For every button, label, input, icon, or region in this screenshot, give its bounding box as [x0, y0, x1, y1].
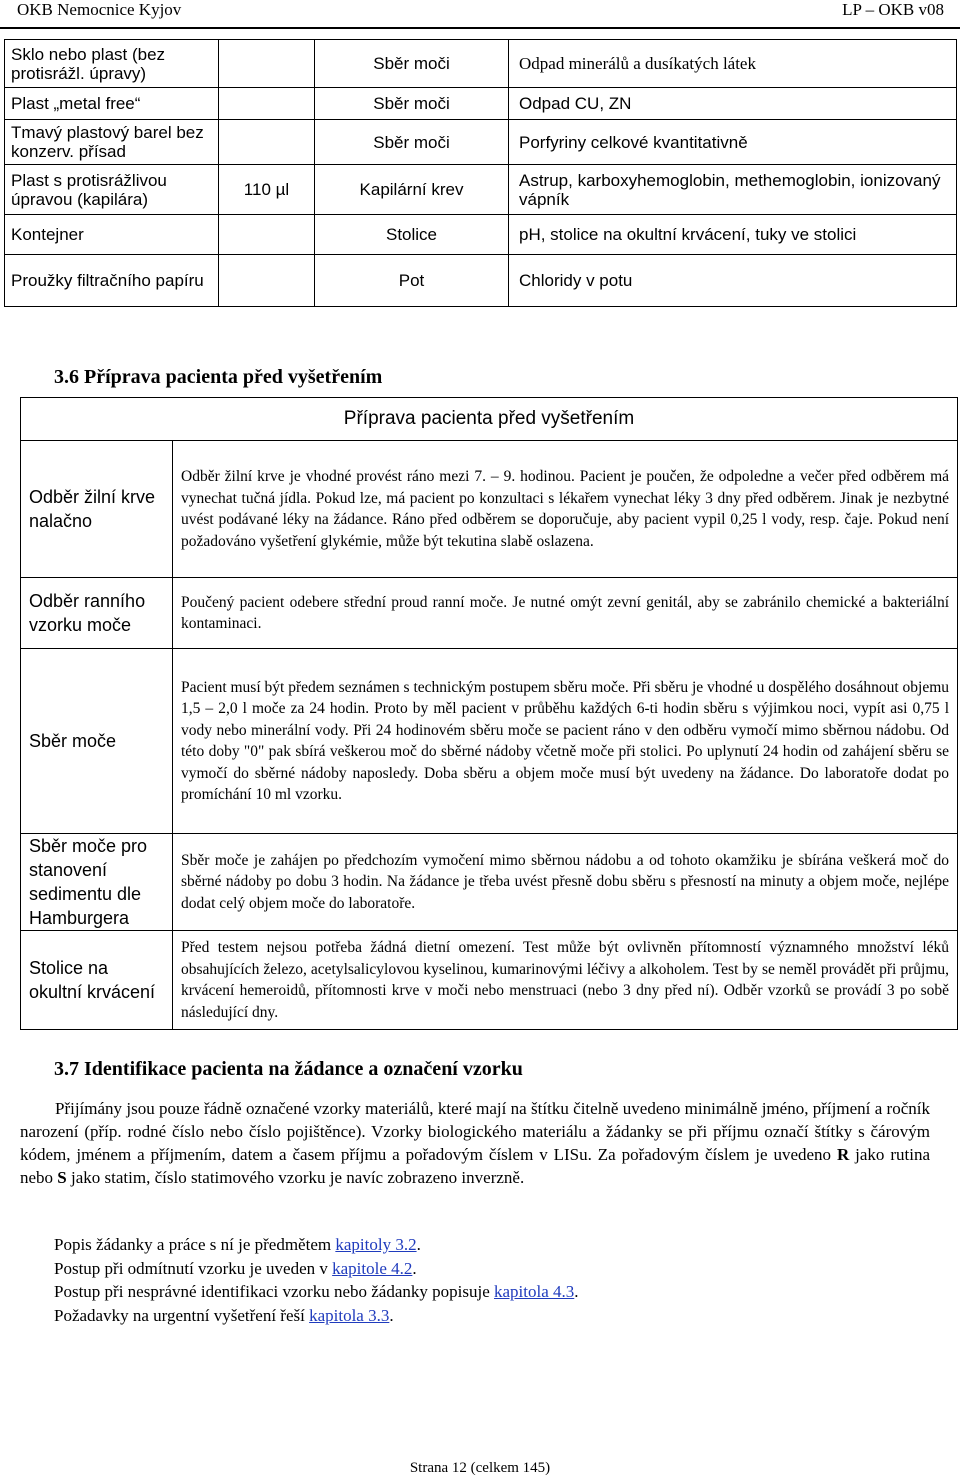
material-cell: Sběr moči: [315, 88, 509, 120]
table-row: [21, 931, 958, 1030]
ref-text: Postup při odmítnutí vzorku je uveden v: [54, 1258, 333, 1278]
material-cell: Pot: [315, 255, 509, 307]
tests-cell: Porfyriny celkové kvantitativně: [509, 120, 957, 165]
prep-text: Odběr žilní krve je vhodné provést ráno mezi 7. – 9. hodinou. Pacient je poučen, že odpoledne a večer před odběrem má vynechat tučná jídla. Pokud lze, má pacient po konzultaci s lékařem vynechat léky 3 dny před odběrem. Jinak je nezbytné uvést podávané léky na žádance. Ráno před odběrem se doporučuje, aby pacient vypil 0,25 l vody, resp. čaje. Pokud není požadováno vyšetření glykémie, může být tekutina slabě oslazena.: [173, 441, 958, 578]
material-cell: Sběr moči: [315, 40, 509, 88]
chapter-references: [54, 1233, 579, 1327]
prep-table-header: Příprava pacienta před vyšetřením: [21, 398, 958, 441]
link-kapitola-4-3[interactable]: kapitola 4.3: [494, 1282, 575, 1301]
table-row: [5, 165, 957, 215]
volume-cell: [219, 120, 315, 165]
volume-cell: [219, 215, 315, 255]
material-cell: Sběr moči: [315, 120, 509, 165]
para-text-a: Přijímány jsou pouze řádně označené vzorky materiálů, které mají na štítku čitelně uvedeno minimálně jméno, příjmení a ročník narození (příp. rodné číslo nebo číslo pojištěnce). Vzorky biologického materiálu a žádanky se při příjmu označí štítky s čárovým kódem, jménem a příjmením, datem a časem příjmu a pořadovým číslem v LISu. Za pořadovým číslem je uvedeno: [20, 1099, 930, 1164]
table-row: [21, 834, 958, 931]
prep-text: Pacient musí být předem seznámen s technickým postupem sběru moče. Při sběru je vhodné u dospělého dosáhnout objemu 1,5 – 2,0 l moče za 24 hodin. Proto by měl pacient v průběhu každých 6-ti hodin sběru s výjimkou noci, vypít asi 0,75 l vody nebo minerální vody. Při 24 hodinovém sběru moče se pacient ráno v den odběru vymočí mimo sběrnou nádobu. Od této doby "0" pak sbírá veškerou moč do sběrné nádoby včetně moče při stolici. Po uplynutí 24 hodin od zahájení sběru se vymočí do sběrné nádoby naposledy. Doba sběru a objem moče musí být uvedeny na žádance. Do laboratoře dodat po promíchání 10 ml vzorku.: [173, 649, 958, 834]
identification-paragraph: [20, 1097, 930, 1189]
para-text-c: jako statim, číslo statimového vzorku je navíc zobrazeno inverzně.: [66, 1168, 525, 1187]
list-item: [54, 1233, 579, 1257]
section-heading-3-7: 3.7 Identifikace pacienta na žádance a označení vzorku: [54, 1058, 523, 1080]
container-cell: Tmavý plastový barel bez konzerv. přísad: [5, 120, 219, 165]
header-divider: [0, 27, 960, 29]
container-cell: Proužky filtračního papíru: [5, 255, 219, 307]
list-item: [54, 1280, 579, 1304]
ref-text: Popis žádanky a práce s ní je předmětem: [54, 1235, 336, 1254]
ref-suffix: .: [389, 1305, 394, 1325]
link-kapitole-4-2[interactable]: kapitole 4.2: [332, 1258, 413, 1278]
volume-cell: [219, 88, 315, 120]
table-row: [21, 578, 958, 649]
table-row: [5, 215, 957, 255]
table-row: [5, 88, 957, 120]
prep-label: Sběr moče pro stanovení sedimentu dle Hamburgera: [21, 834, 173, 931]
prep-label: Sběr moče: [21, 649, 173, 834]
prep-label: Stolice na okultní krvácení: [21, 931, 173, 1030]
prep-text: Před testem nejsou potřeba žádná dietní omezení. Test může být ovlivněn přítomností významného množství léků obsahujících železo, acetylsalicylovou kyselinou, kumarinovými léčivy a alkoholem. Test by se neměl provádět při průjmu, krvácení hemeroidů, přítomnosti krve v moči nebo menstruaci (nebo 3 dny před ní). Odběr vzorků se provádí 3 po sobě následující dny.: [173, 931, 958, 1030]
routine-flag: R: [836, 1145, 850, 1164]
link-kapitoly-3-2[interactable]: kapitoly 3.2: [335, 1235, 417, 1254]
ref-suffix: .: [412, 1258, 417, 1278]
table-row: [5, 255, 957, 307]
table-row: [21, 649, 958, 834]
volume-cell: 110 µl: [219, 165, 315, 215]
container-cell: Sklo nebo plast (bez protisrážl. úpravy): [5, 40, 219, 88]
table-row: [21, 441, 958, 578]
page-number: Strana 12 (celkem 145): [409, 1460, 551, 1476]
volume-cell: [219, 255, 315, 307]
tests-cell: pH, stolice na okultní krvácení, tuky ve stolici: [509, 215, 957, 255]
material-cell: Kapilární krev: [315, 165, 509, 215]
container-cell: Plast „metal free“: [5, 88, 219, 120]
list-item: [54, 1304, 579, 1328]
statim-flag: S: [57, 1168, 67, 1187]
specimen-table: [4, 39, 957, 307]
prep-text: Sběr moče je zahájen po předchozím vymočení mimo sběrnou nádobu a od tohoto okamžiku je sbírána veškerá moč do sběrné nádoby po dobu 3 hodin. Na žádance je třeba uvést přesně dobu sběru s přesností na minuty a objem moče, nejlépe dodat celý objem moče do laboratoře.: [173, 834, 958, 931]
ref-suffix: .: [574, 1282, 579, 1301]
container-cell: Kontejner: [5, 215, 219, 255]
ref-suffix: .: [416, 1235, 421, 1254]
material-cell: Stolice: [315, 215, 509, 255]
ref-text: Požadavky na urgentní vyšetření řeší: [54, 1305, 310, 1325]
prep-label: Odběr žilní krve nalačno: [21, 441, 173, 578]
volume-cell: [219, 40, 315, 88]
header-org: OKB Nemocnice Kyjov: [17, 0, 182, 19]
tests-cell: Astrup, karboxyhemoglobin, methemoglobin, ionizovaný vápník: [509, 165, 957, 215]
section-heading-3-6: 3.6 Příprava pacienta před vyšetřením: [54, 366, 383, 388]
prep-text: Poučený pacient odebere střední proud ranní moče. Je nutné omýt zevní genitál, aby se zabránilo chemické a bakteriální kontaminaci.: [173, 578, 958, 649]
para-text-b: jako rutina nebo: [20, 1145, 931, 1187]
prep-label: Odběr ranního vzorku moče: [21, 578, 173, 649]
tests-cell: Odpad CU, ZN: [509, 88, 957, 120]
table-row: [5, 40, 957, 88]
header-doc-code: LP – OKB v08: [842, 0, 944, 19]
ref-text: Postup při nesprávné identifikaci vzorku nebo žádanky popisuje: [54, 1282, 494, 1301]
container-cell: Plast s protisrážlivou úpravou (kapilára): [5, 165, 219, 215]
list-item: [54, 1257, 579, 1281]
tests-cell: Odpad minerálů a dusíkatých látek: [509, 40, 957, 88]
table-row: [5, 120, 957, 165]
patient-prep-table: [20, 397, 958, 1030]
link-kapitola-3-3[interactable]: kapitola 3.3: [309, 1305, 390, 1325]
tests-cell: Chloridy v potu: [509, 255, 957, 307]
